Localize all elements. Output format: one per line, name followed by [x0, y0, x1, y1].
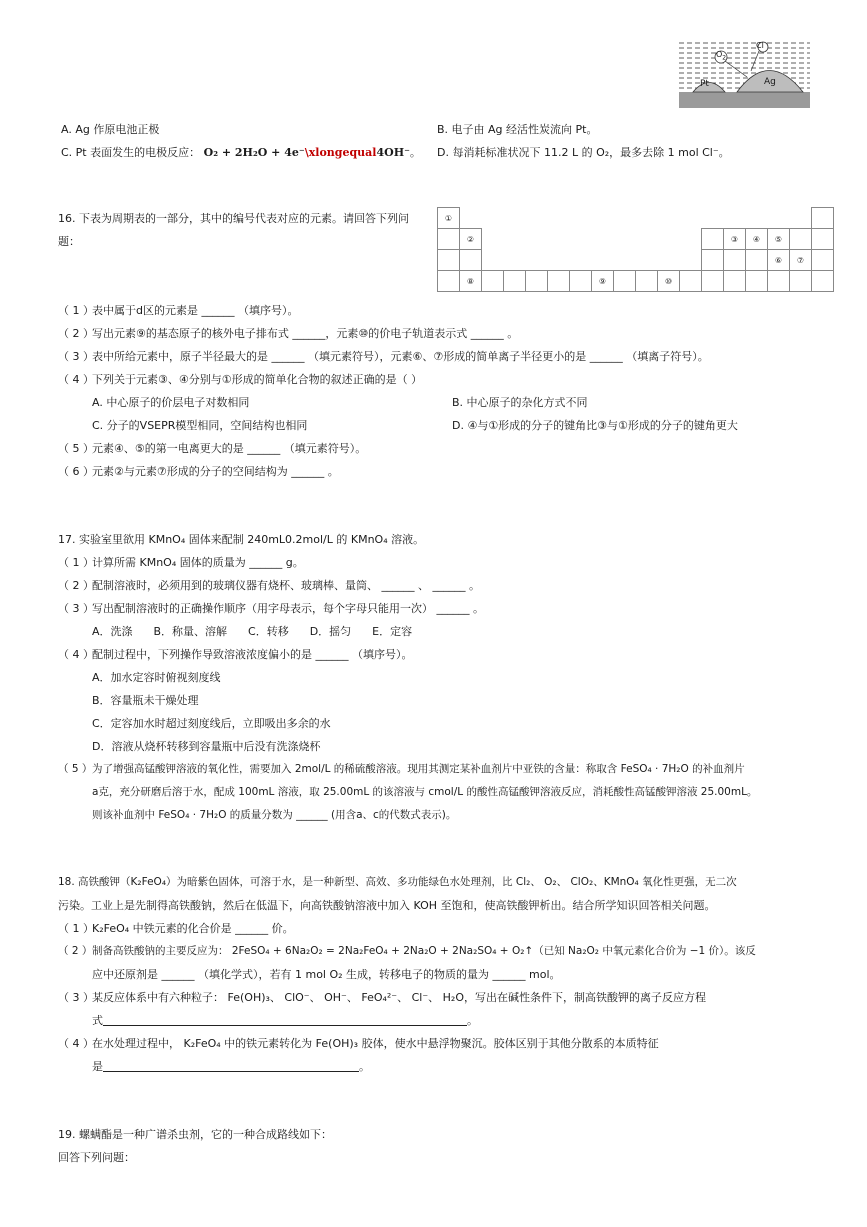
q17-sub-3-options: A．洗涤 B．称量、溶解 C．转移 D．摇匀 E．定容 [92, 625, 413, 638]
q18-sub-3: （ 3 ）某反应体系中有六种粒子： Fe(OH)₃、 ClO⁻、 OH⁻、 FeO₄²⁻、 Cl⁻、 H₂O，写出在碱性条件下，制高铁酸钾的离子反应方程 [58, 991, 706, 1004]
electrode-diagram [679, 41, 810, 108]
q16-sub-2: （ 2 ）写出元素⑨的基态原子的核外电子排布式 ______，元素⑩的价电子轨道表示式 ______ 。 [58, 327, 519, 340]
q16-option-d: D. ④与①形成的分子的键角比③与①形成的分子的键角更大 [452, 419, 738, 432]
cell-5: ⑤ [768, 229, 790, 250]
q17-stem: 17. 实验室里欲用 KMnO₄ 固体来配制 240mL0.2mol/L 的 KMnO₄ 溶液。 [58, 533, 425, 546]
label-pt: Pt [700, 79, 709, 89]
q19-sub: 回答下列问题： [58, 1151, 135, 1164]
q17-sub-5-line-2: a克，充分研磨后溶于水，配成 100mL 溶液，取 25.00mL 的该溶液与 cmol/L 的酸性高锰酸钾溶液反应，消耗酸性高锰酸钾溶液 25.00mL。 [92, 786, 758, 798]
q16-sub-6: （ 6 ）元素②与元素⑦形成的分子的空间结构为 ______ 。 [58, 465, 339, 478]
cell-1: ① [438, 208, 460, 229]
q17-sub-4: （ 4 ）配制过程中，下列操作导致溶液浓度偏小的是 ______ （填序号）。 [58, 648, 413, 661]
periodic-table [437, 207, 834, 292]
cell-10: ⑩ [658, 271, 680, 292]
q15-option-c: C. Pt 表面发生的电极反应： O₂ + 2H₂O + 4e⁻\xlongequal4OH⁻。 [61, 146, 421, 159]
cell-9: ⑨ [592, 271, 614, 292]
q16-sub-3: （ 3 ）表中所给元素中，原子半径最大的是 ______ （填元素符号），元素⑥、⑦形成的简单离子半径更小的是 ______ （填离子符号）。 [58, 350, 709, 363]
q18-stem-cont: 污染。工业上是先制得高铁酸钠，然后在低温下，向高铁酸钠溶液中加入 KOH 至饱和，使高铁酸钾析出。结合所学知识回答相关问题。 [58, 899, 716, 912]
q16-option-c: C. 分子的VSEPR模型相同，空间结构也相同 [92, 419, 308, 432]
q16-sub-4: （ 4 ）下列关于元素③、④分别与①形成的简单化合物的叙述正确的是（ ） [58, 373, 423, 386]
q15-option-a: A. Ag 作原电池正极 [61, 123, 160, 136]
q16-option-b: B. 中心原子的杂化方式不同 [452, 396, 588, 409]
q18-sub-4: （ 4 ）在水处理过程中， K₂FeO₄ 中的铁元素转化为 Fe(OH)₃ 胶体，使水中悬浮物聚沉。胶体区别于其他分散系的本质特征 [58, 1037, 659, 1050]
q18-sub-3-line-2: 式 。 [92, 1014, 478, 1027]
cell-6: ⑥ [768, 250, 790, 271]
q18-stem: 18. 高铁酸钾（K₂FeO₄）为暗紫色固体，可溶于水，是一种新型、高效、多功能绿色水处理剂，比 Cl₂、 O₂、 ClO₂、KMnO₄ 氧化性更强，无二次 [58, 876, 737, 888]
q17-sub-4-option-c: C．定容加水时超过刻度线后，立即吸出多余的水 [92, 717, 331, 730]
q17-sub-5: （ 5 ）为了增强高锰酸钾溶液的氧化性，需要加入 2mol/L 的稀硫酸溶液。现用其测定某补血剂片中亚铁的含量：称取含 FeSO₄ · 7H₂O 的补血剂片 [58, 763, 745, 775]
q17-sub-5-line-3: 则该补血剂中 FeSO₄ · 7H₂O 的质量分数为 ______ (用含a、c的代数式表示)。 [92, 809, 457, 821]
q16-sub-1: （ 1 ）表中属于d区的元素是 ______ （填序号）。 [58, 304, 299, 317]
q16-stem: 16. 下表为周期表的一部分，其中的编号代表对应的元素。请回答下列问 [58, 212, 409, 225]
answer-blank [103, 1015, 467, 1026]
cell-7: ⑦ [790, 250, 812, 271]
label-ag: Ag [764, 77, 776, 87]
label-cl: Cl [756, 41, 764, 50]
answer-blank [103, 1061, 359, 1072]
cell-2: ② [460, 229, 482, 250]
q15-option-b: B. 电子由 Ag 经活性炭流向 Pt。 [437, 123, 598, 136]
label-o2: $O_2$ [716, 50, 727, 62]
cell-3: ③ [724, 229, 746, 250]
q18-sub-4-line-2: 是 。 [92, 1060, 370, 1073]
q17-sub-4-option-a: A．加水定容时俯视刻度线 [92, 671, 221, 684]
q17-sub-1: （ 1 ）计算所需 KMnO₄ 固体的质量为 ______ g。 [58, 556, 304, 569]
q16-stem-cont: 题： [58, 235, 80, 248]
q17-sub-4-option-d: D．溶液从烧杯转移到容量瓶中后没有洗涤烧杯 [92, 740, 321, 753]
q18-sub-1: （ 1 ）K₂FeO₄ 中铁元素的化合价是 ______ 价。 [58, 922, 294, 935]
q17-sub-2: （ 2 ）配制溶液时，必须用到的玻璃仪器有烧杯、玻璃棒、量筒、 ______ 、 ______ 。 [58, 579, 480, 592]
cell-8: ⑧ [460, 271, 482, 292]
q18-sub-2-line-2: 应中还原剂是 ______ （填化学式），若有 1 mol O₂ 生成，转移电子的物质的量为 ______ mol。 [92, 968, 561, 981]
q16-sub-5: （ 5 ）元素④、⑤的第一电离更大的是 ______ （填元素符号）。 [58, 442, 367, 455]
q17-sub-4-option-b: B．容量瓶未干燥处理 [92, 694, 199, 707]
cell-4: ④ [746, 229, 768, 250]
q18-sub-2: （ 2 ）制备高铁酸钠的主要反应为： 2FeSO₄ + 6Na₂O₂ = 2Na₂FeO₄ + 2Na₂O + 2Na₂SO₄ + O₂↑（已知 Na₂O₂ 中氧元素化合价为 −1 价）。该反 [58, 945, 756, 957]
q19-stem: 19. 螺螨酯是一种广谱杀虫剂，它的一种合成路线如下： [58, 1128, 332, 1141]
q17-sub-3: （ 3 ）写出配制溶液时的正确操作顺序（用字母表示，每个字母只能用一次） ______ 。 [58, 602, 484, 615]
q16-option-a: A. 中心原子的价层电子对数相同 [92, 396, 250, 409]
q15-option-d: D. 每消耗标准状况下 11.2 L 的 O₂，最多去除 1 mol Cl⁻。 [437, 146, 730, 159]
